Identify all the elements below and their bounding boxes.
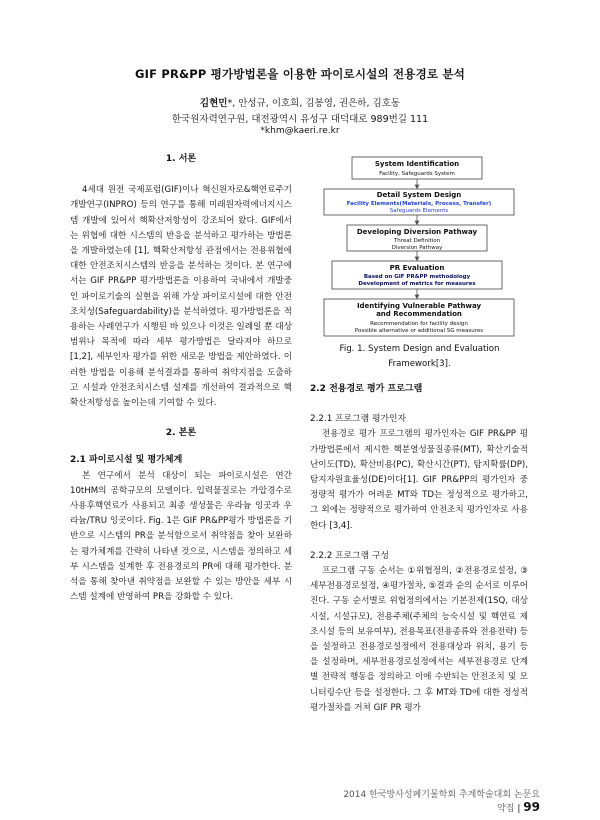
box-3-title: Developing Diversion Pathway bbox=[356, 228, 478, 236]
affiliation: 한국원자력연구원, 대전광역시 유성구 대덕대로 989번길 111 bbox=[171, 114, 429, 125]
box-5-title: Identifying Vulnerable Pathway bbox=[356, 302, 482, 310]
box-3-line-1: Threat Definition bbox=[393, 238, 441, 244]
box-5-line-1: Recommendation for facility design bbox=[370, 321, 468, 327]
box-5-title-2: and Recommendation bbox=[376, 310, 462, 318]
box-3-line-2: Diversion Pathway bbox=[391, 245, 443, 251]
right-column bbox=[310, 382, 528, 716]
section-heading-intro: 1. 서론 bbox=[165, 154, 197, 164]
box-2-line-1: Facility Elements(Materials, Process, Transfer) bbox=[346, 201, 492, 207]
subsection-2-2-1-paragraph: 전용경로 평가 프로그램의 평가인자는 GIF PR&PP 평가방법론에서 제시한 핵분열성물질종류(MT), 확산기술적난이도(TD), 확산비용(PC), 확산시간(PT), 탐지확률(DP), 탐지자원효율성(DE)이다[1]. GIF PR&PP의 평가인자 중 정량적 평가가 어려운 MT와 TD는 정성적으로 평가하고, 그 외에는 정량적으로 평가하여 안전조치 평가인자로 사용한다 [3,4]. bbox=[310, 429, 528, 531]
subsection-2-1-paragraph: 본 연구에서 분석 대상이 되는 파이로시설은 연간 10tHM의 공학규모의 모델이다. 입력물질로는 가압경수로 사용후핵연료가 사용되고 최종 생성물은 우라늄 잉곳과 우라늄/TRU 잉곳이다. Fig. 1은 GIF PR&PP평가 방법론을 기반으로 시스템의 PR을 분석함으로서 취약점을 찾아 보완하는 평가체계를 간략히 나타낸 것으로, 시스템을 정의하고 세부 시스템을 설계한 후 전용경로의 PR에 대해 평가한다. 분석을 통해 찾아낸 취약점을 보완할 수 있는 방안을 세부 시스템 설계에 반영하여 PR을 강화할 수 있다. bbox=[70, 470, 292, 603]
author-list bbox=[0, 95, 600, 109]
intro-paragraph: 4세대 원전 국제포럼(GIF)이나 혁신원자로&핵연료주기 개발연구(INPRO) 등의 연구를 통해 미래원자력에너지시스템 개발에 있어서 핵확산저항성이 강조되어 왔다. GIF에서는 위협에 대한 시스템의 반응을 분석하고 평가하는 방법론을 개발하였는데 [1], 핵확산저항성 관점에서는 전용위협에 대한 안전조치시스템의 반응을 분석하는 것이다. 본 연구에서는 GIF PR&PP 평가방법론을 이용하여 국내에서 개발중인 파이로기술의 실현을 위해 가상 파이로시설에 대한 안전조치성(Safeguardability)을 분석하였다. 평가방법론을 적용하는 사례연구가 시행된 바 있으나 이것은 일례일 뿐 대상 범위나 목적에 따라 세부 평가방법은 달라져야 하므로[1,2], 세부인자 평가를 위한 새로운 방법을 제안하였다. 이러한 방법을 이용해 분석결과를 통하여 취약지점을 도출하고 시설과 안전조치시스템 설계를 개선하여 결과적으로 핵확산저항성을 높이는데 기여할 수 있다. bbox=[70, 185, 292, 409]
subsection-heading-2-2-2: 2.2.2 프로그램 구성 bbox=[310, 550, 389, 561]
diagram-box-2 bbox=[324, 189, 514, 215]
subsection-2-2-2-paragraph: 프로그램 구동 순서는 ①위협정의, ②전용경로설정, ③세부전용경로설정, ④평가절차, ⑤결과 순의 순서로 이루어진다. 구동 순서별로 위협정의에서는 기본전제(1SQ, 대상시설, 시설규모), 전용주체(주체의 능숙시설 및 핵연료 제조시설 등의 보유여부), 전용목표(전용종류와 전용전략) 등을 설정하고 전용경로설정에서 전용대상과 위치, 용기 등을 설정하며, 세부전용경로설정에서는 세부전용경로 단계별 전략적 행동을 정의하고 이에 수반되는 안전조치 및 모니터링수단 등을 설정한다. 그 후 MT와 TD에 대한 정성적 평가절차를 거쳐 GIF PR 평가 bbox=[310, 566, 528, 713]
footer-text: 2014 한국방사성폐기물학회 추계학술대회 논문요약집 bbox=[343, 790, 540, 814]
co-authors: *, 안성규, 이호희, 김봉영, 권은하, 김호동 bbox=[227, 98, 401, 109]
page-footer: 2014 한국방사성폐기물학회 추계학술대회 논문요약집 | 99 bbox=[343, 790, 540, 814]
paper-title: GIF PR&PP 평가방법론을 이용한 파이로시설의 전용경로 분석 bbox=[134, 67, 466, 81]
box-4-line-1: Based on GIF PR&PP methodology bbox=[363, 274, 471, 280]
box-2-line-2: Safeguards Elements bbox=[389, 208, 449, 214]
framework-diagram bbox=[312, 154, 527, 339]
author-email: *khm@kaeri.re.kr bbox=[260, 126, 340, 136]
box-5-line-2: Possible alternative or additional SG measures bbox=[354, 328, 484, 334]
box-4-line-2: Development of metrics for measures bbox=[358, 281, 476, 287]
diagram-box-5 bbox=[324, 299, 514, 336]
subsection-heading-2-2: 2.2 전용경로 평가 프로그램 bbox=[310, 384, 423, 394]
box-2-title: Detail System Design bbox=[376, 191, 462, 199]
box-1-title: System Identification bbox=[374, 160, 460, 168]
figure-caption: Fig. 1. System Design and Evaluation Framework[3]. bbox=[339, 344, 500, 369]
page-number: 99 bbox=[523, 800, 540, 814]
lead-author: 김현민 bbox=[199, 98, 228, 109]
diagram-box-4 bbox=[332, 261, 502, 289]
left-column bbox=[70, 152, 292, 605]
subsection-heading-2-1: 2.1 파이로시설 및 평가체계 bbox=[70, 455, 183, 466]
diagram-box-1 bbox=[352, 157, 482, 179]
box-4-title: PR Evaluation bbox=[389, 264, 445, 272]
section-heading-body: 2. 본론 bbox=[165, 428, 197, 439]
diagram-box-3 bbox=[347, 225, 487, 251]
box-1-line-1: Facility, Safeguards System bbox=[379, 171, 455, 177]
subsection-heading-2-2-1: 2.2.1 프로그램 평가인자 bbox=[310, 414, 406, 425]
